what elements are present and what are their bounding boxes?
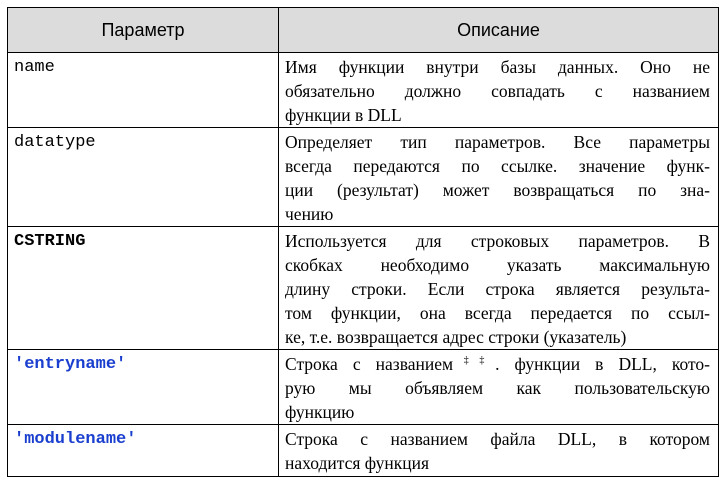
desc-line: Используется для строковых параметров. В — [285, 231, 710, 251]
desc-cstring — [279, 227, 719, 350]
param-entryname — [8, 350, 279, 425]
table-row — [8, 53, 719, 128]
desc-line: ции (результат) может возвращаться по зна- — [285, 180, 710, 200]
table-row — [8, 350, 719, 425]
desc-line: функции в DLL — [285, 105, 402, 125]
header-desc: Описание — [279, 8, 719, 53]
param-cstring: CSTRING — [8, 227, 279, 350]
desc-line: Строка с названием файла DLL, в котором — [285, 429, 710, 449]
desc-line: всегда передаются по ссылке. значение функ- — [285, 156, 710, 176]
desc-line: ке, т.е. возвращается адрес строки (указатель) — [285, 327, 627, 347]
param-datatype: datatype — [8, 128, 279, 227]
param-modulename — [8, 425, 279, 477]
desc-text: . функции в DLL, кото- — [495, 354, 711, 374]
desc-text: Строка с названием — [285, 354, 454, 374]
desc-name — [279, 53, 719, 128]
desc-line: обязательно должно совпадать с названием — [285, 81, 710, 101]
desc-line: скобках необходимо указать максимальную — [285, 255, 710, 275]
desc-line: длину строки. Если строка является результа- — [285, 279, 710, 299]
param-name: name — [8, 53, 279, 128]
desc-line: Имя функции внутри базы данных. Оно не — [285, 57, 710, 77]
table-row — [8, 128, 719, 227]
desc-datatype — [279, 128, 719, 227]
desc-modulename — [279, 425, 719, 477]
header-param: Параметр — [8, 8, 279, 53]
string-literal: 'entryname' — [14, 355, 127, 374]
string-literal: 'modulename' — [14, 430, 137, 449]
desc-entryname — [279, 350, 719, 425]
desc-line: том функции, она всегда передается по ссыл- — [285, 303, 710, 323]
desc-line — [285, 352, 710, 376]
parameters-table — [7, 7, 719, 477]
desc-line: Определяет тип параметров. Все параметры — [285, 132, 710, 152]
footnote-marker: ‡‡ — [453, 355, 496, 367]
desc-line: чению — [285, 204, 334, 224]
desc-line: находится функция — [285, 453, 430, 473]
table-header-row — [8, 8, 719, 53]
table-row — [8, 425, 719, 477]
desc-line: функцию — [285, 402, 355, 422]
desc-line: рую мы объявляем как пользовательскую — [285, 378, 710, 398]
table-row — [8, 227, 719, 350]
